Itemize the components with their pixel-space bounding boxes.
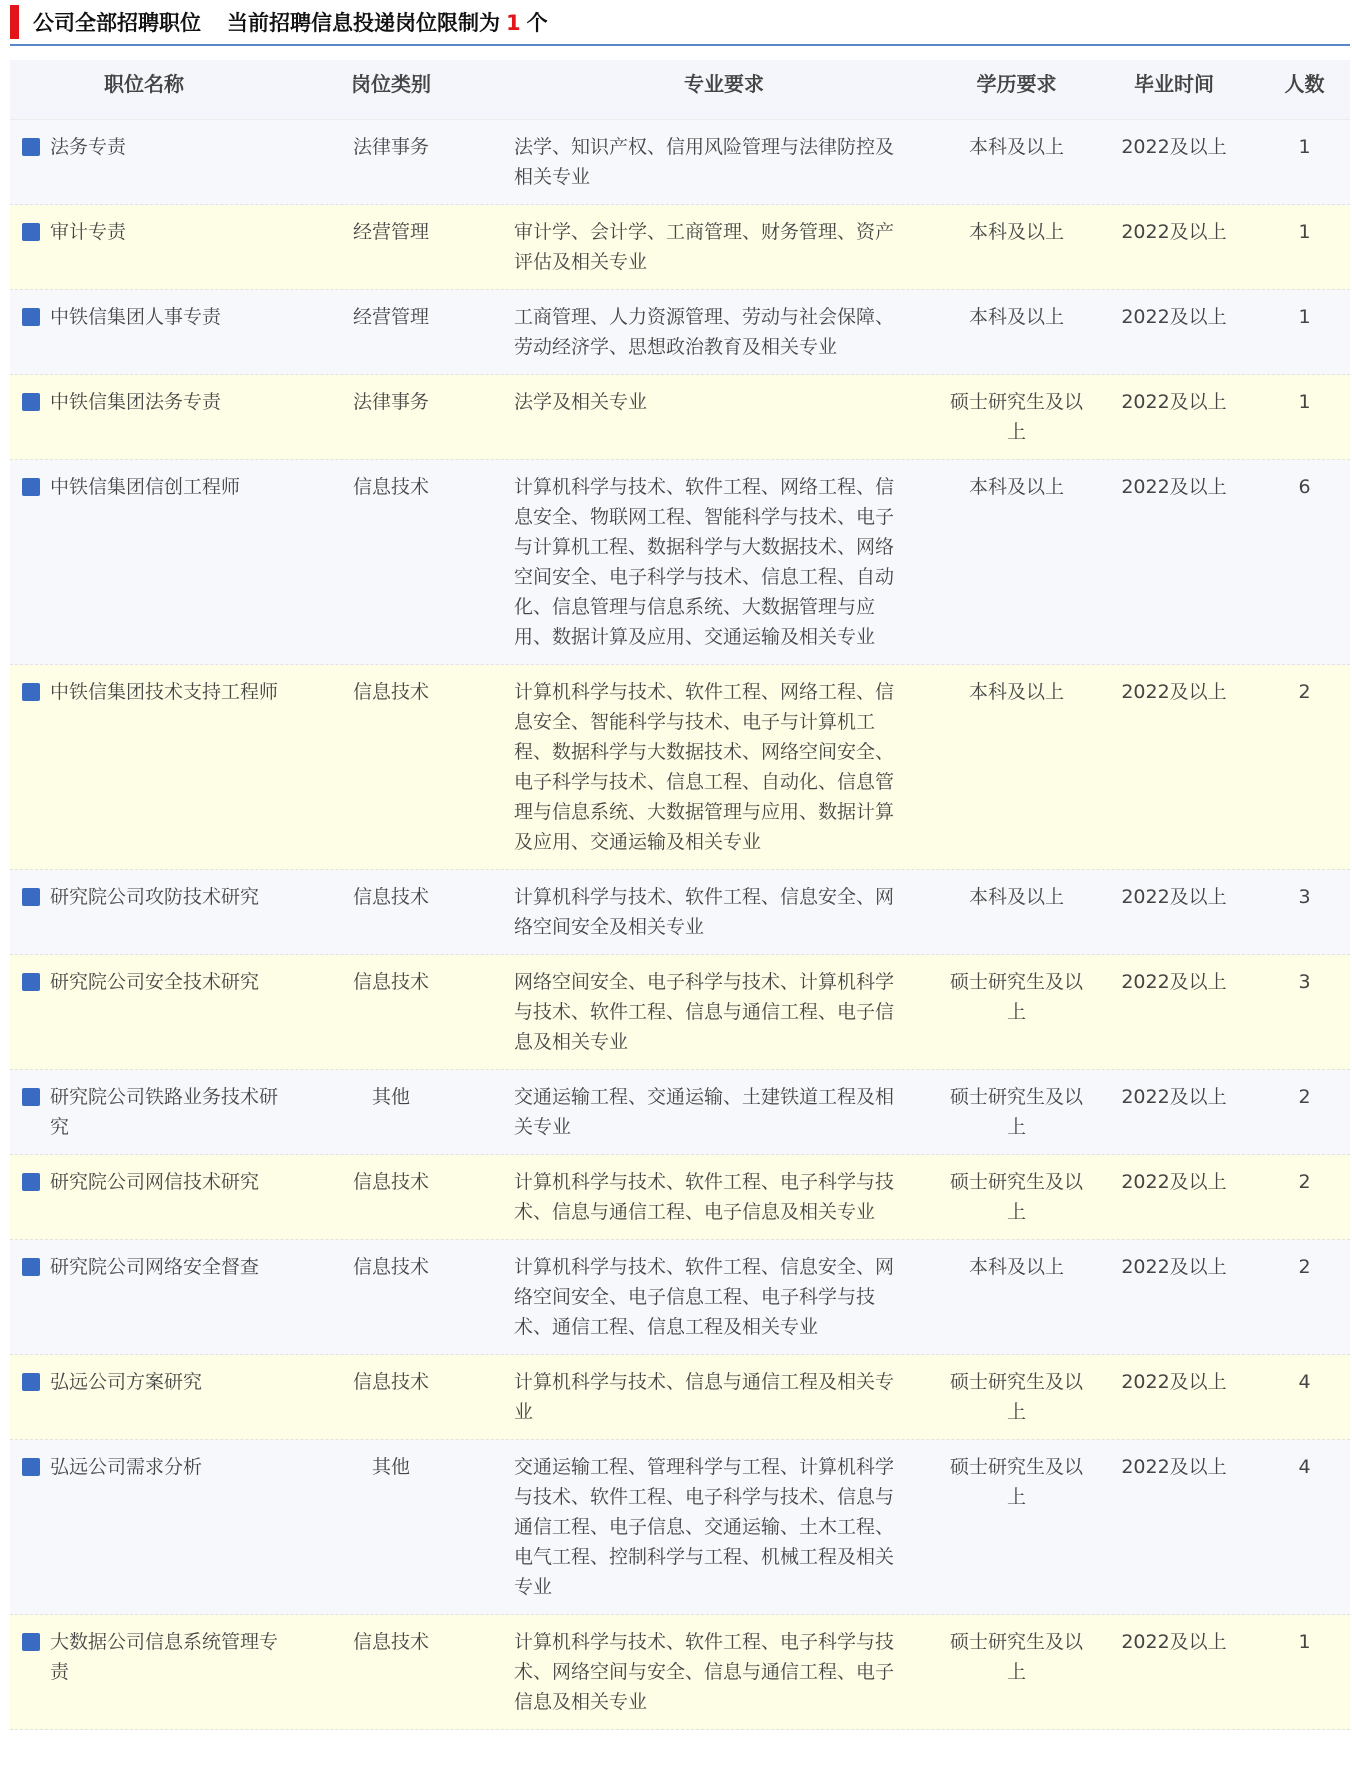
job-graduation: 2022及以上 (1121, 1456, 1227, 1478)
job-graduation: 2022及以上 (1121, 306, 1227, 328)
job-education: 本科及以上 (968, 1256, 1064, 1278)
job-count: 1 (1298, 221, 1311, 243)
job-count: 4 (1298, 1456, 1311, 1478)
job-name-cell[interactable] (10, 290, 278, 374)
job-education: 硕士研究生及以上 (949, 391, 1083, 443)
square-bullet-icon (22, 223, 40, 241)
job-education: 硕士研究生及以上 (949, 1371, 1083, 1423)
job-name-cell[interactable] (10, 205, 278, 289)
job-category: 信息技术 (352, 1631, 429, 1653)
job-graduation: 2022及以上 (1121, 971, 1227, 993)
job-major: 计算机科学与技术、软件工程、信息安全、网络空间安全、电子信息工程、电子科学与技术、通信工程、信息工程及相关专业 (514, 1256, 895, 1338)
square-bullet-icon (22, 393, 40, 411)
col-header-major: 专业要求 (684, 71, 764, 96)
job-count: 1 (1298, 136, 1311, 158)
square-bullet-icon (22, 1173, 40, 1191)
limit-count: 1 (506, 11, 521, 35)
job-major: 网络空间安全、电子科学与技术、计算机科学与技术、软件工程、信息与通信工程、电子信息及相关专业 (514, 971, 895, 1053)
col-header-category: 岗位类别 (351, 71, 431, 96)
job-education: 本科及以上 (968, 476, 1064, 498)
job-count: 2 (1298, 1171, 1311, 1193)
job-education: 硕士研究生及以上 (949, 1456, 1083, 1508)
job-education: 硕士研究生及以上 (949, 1171, 1083, 1223)
recruitment-page (10, 0, 1350, 1730)
square-bullet-icon (22, 1088, 40, 1106)
job-name[interactable]: 中铁信集团技术支持工程师 (50, 681, 279, 703)
job-category: 经营管理 (352, 221, 429, 243)
job-count: 2 (1298, 1086, 1311, 1108)
col-header-name: 职位名称 (104, 71, 184, 96)
job-education: 硕士研究生及以上 (949, 1086, 1083, 1138)
job-education: 本科及以上 (968, 136, 1064, 158)
square-bullet-icon (22, 1633, 40, 1651)
square-bullet-icon (22, 138, 40, 156)
job-graduation: 2022及以上 (1121, 476, 1227, 498)
job-name[interactable]: 研究院公司网信技术研究 (50, 1171, 260, 1193)
jobs-table (10, 60, 1350, 1730)
title-bar (10, 0, 1350, 46)
job-major: 法学及相关专业 (514, 391, 648, 413)
job-graduation: 2022及以上 (1121, 886, 1227, 908)
table-row[interactable] (10, 665, 1350, 870)
job-name-cell[interactable] (10, 665, 278, 869)
job-category: 信息技术 (352, 1371, 429, 1393)
table-row[interactable] (10, 120, 1350, 205)
job-name[interactable]: 研究院公司攻防技术研究 (50, 886, 260, 908)
job-major: 交通运输工程、交通运输、土建铁道工程及相关专业 (514, 1086, 895, 1138)
table-row[interactable] (10, 290, 1350, 375)
table-row[interactable] (10, 1355, 1350, 1440)
job-major: 计算机科学与技术、软件工程、网络工程、信息安全、智能科学与技术、电子与计算机工程、数据科学与大数据技术、网络空间安全、电子科学与技术、信息工程、自动化、信息管理与信息系统、大数据管理与应用、数据计算及应用、交通运输及相关专业 (514, 681, 895, 853)
job-count: 6 (1298, 476, 1311, 498)
job-major: 交通运输工程、管理科学与工程、计算机科学与技术、软件工程、电子科学与技术、信息与通信工程、电子信息、交通运输、土木工程、电气工程、控制科学与工程、机械工程及相关专业 (514, 1456, 895, 1598)
job-name-cell[interactable] (10, 1070, 278, 1154)
job-graduation: 2022及以上 (1121, 1171, 1227, 1193)
square-bullet-icon (22, 1373, 40, 1391)
job-count: 1 (1298, 306, 1311, 328)
job-name-cell[interactable] (10, 870, 278, 954)
job-category: 法律事务 (352, 391, 429, 413)
job-major: 法学、知识产权、信用风险管理与法律防控及相关专业 (514, 136, 895, 188)
limit-unit: 个 (526, 11, 548, 35)
job-name[interactable]: 大数据公司信息系统管理专责 (50, 1631, 279, 1683)
job-count: 1 (1298, 1631, 1311, 1653)
table-header-row (10, 60, 1350, 120)
table-row[interactable] (10, 205, 1350, 290)
job-category: 信息技术 (352, 1256, 429, 1278)
title-part1: 公司全部招聘职位 (33, 11, 201, 35)
job-category: 信息技术 (352, 476, 429, 498)
square-bullet-icon (22, 683, 40, 701)
square-bullet-icon (22, 478, 40, 496)
square-bullet-icon (22, 308, 40, 326)
job-education: 硕士研究生及以上 (949, 1631, 1083, 1683)
job-name[interactable]: 研究院公司铁路业务技术研究 (50, 1086, 279, 1138)
job-major: 计算机科学与技术、软件工程、信息安全、网络空间安全及相关专业 (514, 886, 895, 938)
job-name[interactable]: 研究院公司网络安全督查 (50, 1256, 260, 1278)
page-title (33, 7, 548, 37)
table-row[interactable] (10, 1070, 1350, 1155)
job-graduation: 2022及以上 (1121, 681, 1227, 703)
job-category: 信息技术 (352, 681, 429, 703)
job-education: 本科及以上 (968, 681, 1064, 703)
job-category: 信息技术 (352, 971, 429, 993)
table-row[interactable] (10, 1155, 1350, 1240)
job-count: 2 (1298, 1256, 1311, 1278)
job-category: 其他 (371, 1456, 410, 1478)
square-bullet-icon (22, 888, 40, 906)
job-category: 法律事务 (352, 136, 429, 158)
job-name-cell[interactable] (10, 375, 278, 459)
table-row[interactable] (10, 1615, 1350, 1730)
job-name-cell[interactable] (10, 955, 278, 1069)
job-graduation: 2022及以上 (1121, 1086, 1227, 1108)
job-count: 4 (1298, 1371, 1311, 1393)
job-graduation: 2022及以上 (1121, 1371, 1227, 1393)
job-name[interactable]: 研究院公司安全技术研究 (50, 971, 260, 993)
col-header-education: 学历要求 (976, 71, 1057, 96)
job-graduation: 2022及以上 (1121, 391, 1227, 413)
job-name-cell[interactable] (10, 120, 278, 204)
job-graduation: 2022及以上 (1121, 221, 1227, 243)
job-graduation: 2022及以上 (1121, 1631, 1227, 1653)
job-name[interactable]: 弘远公司需求分析 (50, 1456, 203, 1478)
job-name[interactable]: 中铁信集团法务专责 (50, 391, 222, 413)
square-bullet-icon (22, 1258, 40, 1276)
job-name[interactable]: 弘远公司方案研究 (50, 1371, 203, 1393)
job-name-cell[interactable] (10, 1440, 278, 1614)
job-name-cell[interactable] (10, 1615, 278, 1729)
job-major: 工商管理、人力资源管理、劳动与社会保障、劳动经济学、思想政治教育及相关专业 (514, 306, 895, 358)
job-graduation: 2022及以上 (1121, 136, 1227, 158)
table-row[interactable] (10, 460, 1350, 665)
table-row[interactable] (10, 1440, 1350, 1615)
job-education: 本科及以上 (968, 221, 1064, 243)
job-count: 3 (1298, 886, 1311, 908)
job-name[interactable]: 中铁信集团信创工程师 (50, 476, 241, 498)
job-major: 计算机科学与技术、软件工程、电子科学与技术、信息与通信工程、电子信息及相关专业 (514, 1171, 895, 1223)
job-name-cell[interactable] (10, 1355, 278, 1439)
job-category: 其他 (371, 1086, 410, 1108)
job-name-cell[interactable] (10, 1155, 278, 1239)
col-header-count: 人数 (1284, 71, 1325, 96)
job-category: 信息技术 (352, 886, 429, 908)
table-row[interactable] (10, 870, 1350, 955)
job-education: 本科及以上 (968, 886, 1064, 908)
job-major: 计算机科学与技术、信息与通信工程及相关专业 (514, 1371, 895, 1423)
table-row[interactable] (10, 1240, 1350, 1355)
col-header-graduation: 毕业时间 (1134, 71, 1214, 96)
job-name[interactable]: 法务专责 (50, 136, 127, 158)
job-education: 本科及以上 (968, 306, 1064, 328)
table-row[interactable] (10, 375, 1350, 460)
job-education: 硕士研究生及以上 (949, 971, 1083, 1023)
title-marker (10, 5, 19, 39)
job-count: 1 (1298, 391, 1311, 413)
job-major: 计算机科学与技术、软件工程、电子科学与技术、网络空间与安全、信息与通信工程、电子信息及相关专业 (514, 1631, 895, 1713)
title-part2: 当前招聘信息投递岗位限制为 (227, 11, 500, 35)
job-count: 3 (1298, 971, 1311, 993)
job-name[interactable]: 审计专责 (50, 221, 127, 243)
table-row[interactable] (10, 955, 1350, 1070)
job-category: 信息技术 (352, 1171, 429, 1193)
table-body (10, 120, 1350, 1730)
job-name-cell[interactable] (10, 1240, 278, 1354)
job-count: 2 (1298, 681, 1311, 703)
job-major: 计算机科学与技术、软件工程、网络工程、信息安全、物联网工程、智能科学与技术、电子与计算机工程、数据科学与大数据技术、网络空间安全、电子科学与技术、信息工程、自动化、信息管理与信息系统、大数据管理与应用、数据计算及应用、交通运输及相关专业 (514, 476, 895, 648)
job-name[interactable]: 中铁信集团人事专责 (50, 306, 222, 328)
job-major: 审计学、会计学、工商管理、财务管理、资产评估及相关专业 (514, 221, 895, 273)
job-graduation: 2022及以上 (1121, 1256, 1227, 1278)
job-name-cell[interactable] (10, 460, 278, 664)
square-bullet-icon (22, 1458, 40, 1476)
job-category: 经营管理 (352, 306, 429, 328)
square-bullet-icon (22, 973, 40, 991)
